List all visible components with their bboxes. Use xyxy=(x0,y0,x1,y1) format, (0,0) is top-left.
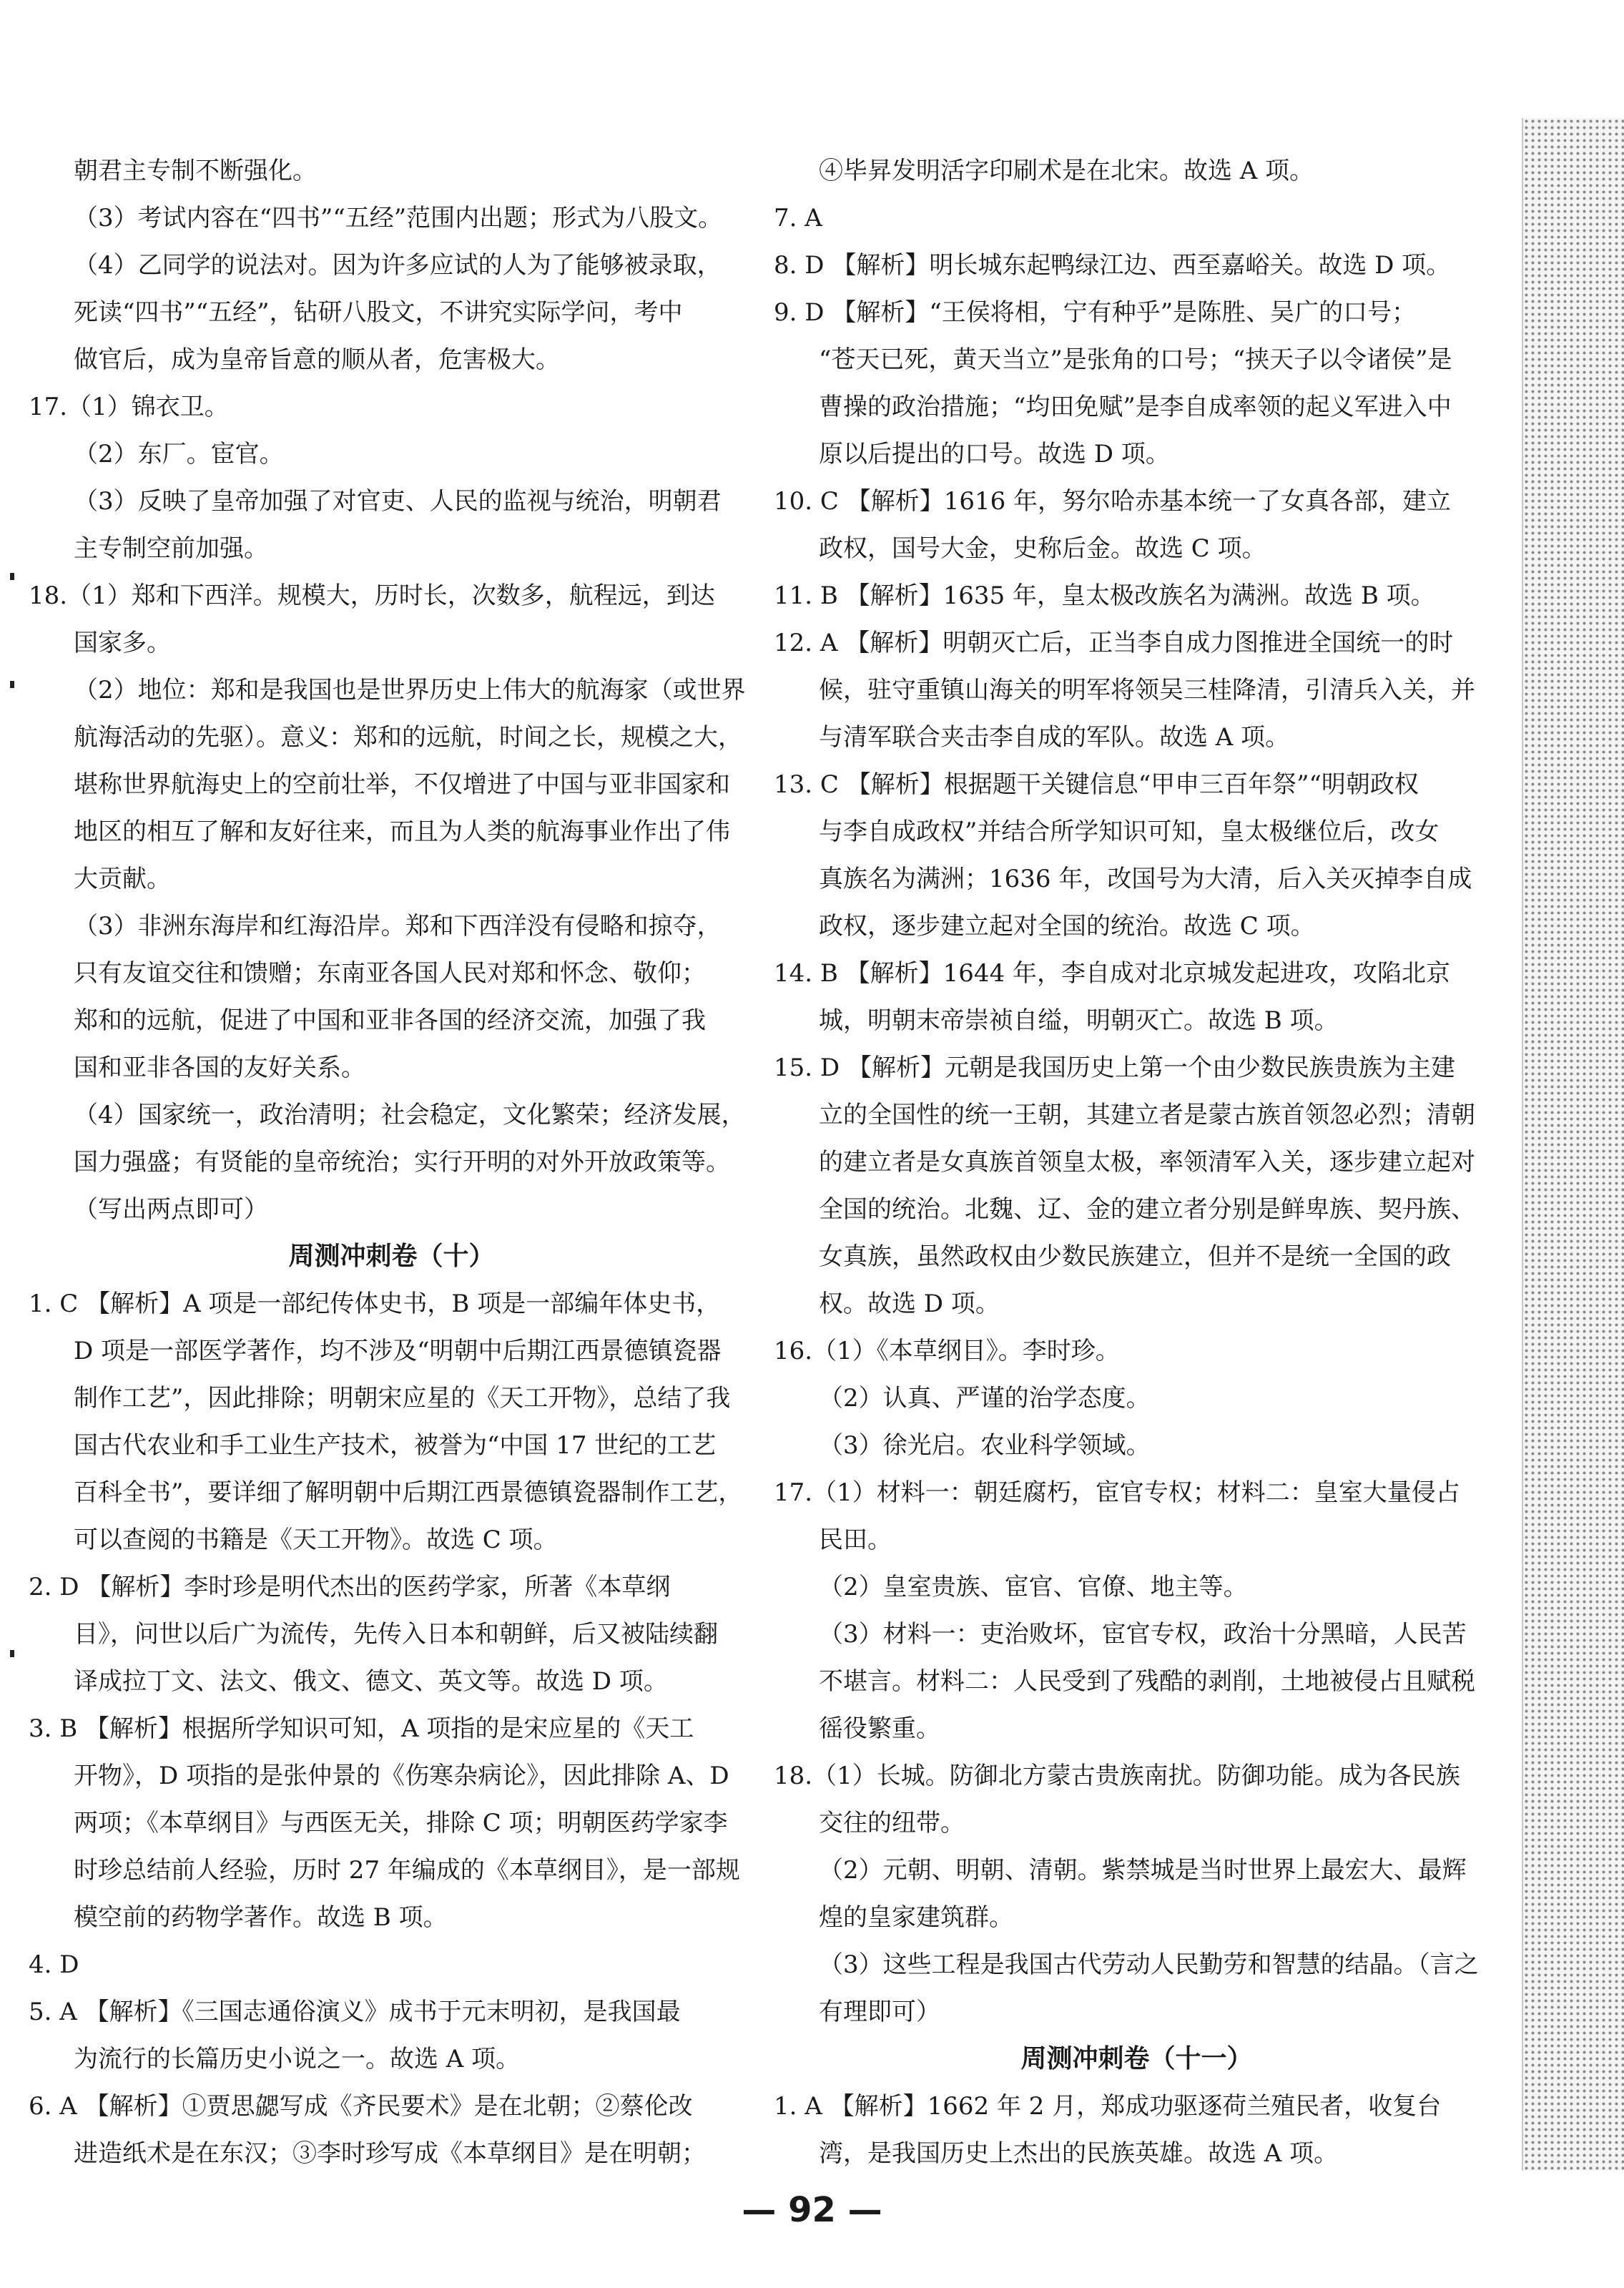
text-line: 18.（1）长城。防御北方蒙古贵族南扰。防御功能。成为各民族 xyxy=(774,1762,1460,1790)
text-line: 5. A 【解析】《三国志通俗演义》成书于元末明初，是我国最 xyxy=(29,1998,681,2026)
text-line: （2）元朝、明朝、清朝。紫禁城是当时世界上最宏大、最辉 xyxy=(819,1856,1467,1885)
text-line: 两项；《本草纲目》与西医无关，排除 C 项；明朝医药学家李 xyxy=(74,1809,728,1837)
text-line: 1. C 【解析】A 项是一部纪传体史书，B 项是一部编年体史书， xyxy=(29,1290,721,1318)
text-line: 17.（1）材料一：朝廷腐朽，宦官专权；材料二：皇室大量侵占 xyxy=(774,1478,1460,1507)
text-line: 徭役繁重。 xyxy=(819,1714,940,1743)
text-line: 做官后，成为皇帝旨意的顺从者，危害极大。 xyxy=(74,345,560,374)
text-line: 制作工艺”，因此排除；明朝宋应星的《天工开物》，总结了我 xyxy=(74,1384,731,1413)
text-line: 13. C 【解析】根据题干关键信息“甲申三百年祭”“明朝政权 xyxy=(774,770,1419,799)
text-line: （3）考试内容在“四书”“五经”范围内出题；形式为八股文。 xyxy=(74,204,723,232)
text-line: 3. B 【解析】根据所学知识可知，A 项指的是宋应星的《天工 xyxy=(29,1714,694,1743)
text-line: 有理即可） xyxy=(819,1998,940,2026)
text-line: （3）非洲东海岸和红海沿岸。郑和下西洋没有侵略和掠夺， xyxy=(74,912,722,941)
text-line: 2. D 【解析】李时珍是明代杰出的医药学家，所著《本草纲 xyxy=(29,1573,671,1601)
text-line: 8. D 【解析】明长城东起鸭绿江边、西至嘉峪关。故选 D 项。 xyxy=(774,251,1451,280)
text-line: 15. D 【解析】元朝是我国历史上第一个由少数民族贵族为主建 xyxy=(774,1054,1455,1082)
text-line: （4）国家统一，政治清明；社会稳定，文化繁荣；经济发展， xyxy=(74,1101,746,1129)
text-line: 百科全书”，要详细了解明朝中后期江西景德镇瓷器制作工艺， xyxy=(74,1478,743,1507)
text-line: 可以查阅的书籍是《天工开物》。故选 C 项。 xyxy=(74,1526,558,1554)
text-line: 12. A 【解析】明朝灭亡后，正当李自成力图推进全国统一的时 xyxy=(774,629,1454,657)
text-line: （2）认真、严谨的治学态度。 xyxy=(819,1384,1151,1413)
text-line: 煌的皇家建筑群。 xyxy=(819,1903,1013,1932)
text-line: 与清军联合夹击李自成的军队。故选 A 项。 xyxy=(819,723,1290,752)
text-line: （写出两点即可） xyxy=(74,1195,268,1224)
text-line: 女真族，虽然政权由少数民族建立，但并不是统一全国的政 xyxy=(819,1242,1451,1271)
text-line: （2）皇室贵族、宦官、官僚、地主等。 xyxy=(819,1573,1248,1601)
text-line: 9. D 【解析】“王侯将相，宁有种乎”是陈胜、吴广的口号； xyxy=(774,298,1417,327)
text-line: （3）徐光启。农业科学领域。 xyxy=(819,1431,1151,1460)
text-line: 目》，问世以后广为流传，先传入日本和朝鲜，后又被陆续翻 xyxy=(74,1620,718,1649)
dotted-margin-stripe xyxy=(1522,118,1624,2171)
text-line: 16.（1）《本草纲目》。李时珍。 xyxy=(774,1337,1120,1365)
text-line: （4）乙同学的说法对。因为许多应试的人为了能够被录取， xyxy=(74,251,722,280)
binding-mark xyxy=(10,1650,14,1657)
text-line: 政权，国号大金，史称后金。故选 C 项。 xyxy=(819,534,1266,563)
text-line: 主专制空前加强。 xyxy=(74,534,268,563)
text-line: （3）材料一：吏治败坏，宦官专权，政治十分黑暗，人民苦 xyxy=(819,1620,1467,1649)
text-line: 模空前的药物学著作。故选 B 项。 xyxy=(74,1903,448,1932)
text-line: 进造纸术是在东汉；③李时珍写成《本草纲目》是在明朝； xyxy=(74,2139,706,2168)
text-line: 航海活动的先驱）。意义：郑和的远航，时间之长，规模之大， xyxy=(74,723,742,752)
text-line: ④毕昇发明活字印刷术是在北宋。故选 A 项。 xyxy=(819,157,1314,185)
text-line: 曹操的政治措施；“均田免赋”是李自成率领的起义军进入中 xyxy=(819,393,1452,421)
text-line: 的建立者是女真族首领皇太极，率领清军入关，逐步建立起对 xyxy=(819,1148,1475,1177)
text-line: 17.（1）锦衣卫。 xyxy=(29,393,229,421)
text-line: 7. A xyxy=(774,204,822,232)
text-line: 国家多。 xyxy=(74,629,171,657)
text-line: 国古代农业和手工业生产技术，被誉为“中国 17 世纪的工艺 xyxy=(74,1431,717,1460)
text-line: 死读“四书”“五经”，钻研八股文，不讲究实际学问，考中 xyxy=(74,298,683,327)
text-line: 郑和的远航，促进了中国和亚非各国的经济交流，加强了我 xyxy=(74,1006,706,1035)
text-line: 地区的相互了解和友好往来，而且为人类的航海事业作出了伟 xyxy=(74,818,730,846)
text-line: 国力强盛；有贤能的皇帝统治；实行开明的对外开放政策等。 xyxy=(74,1148,730,1177)
text-line: 大贡献。 xyxy=(74,865,171,893)
text-line: 政权，逐步建立起对全国的统治。故选 C 项。 xyxy=(819,912,1315,941)
text-line: 译成拉丁文、法文、俄文、德文、英文等。故选 D 项。 xyxy=(74,1667,668,1696)
text-line: 1. A 【解析】1662 年 2 月，郑成功驱逐荷兰殖民者，收复台 xyxy=(774,2092,1442,2121)
page-number: — 92 — xyxy=(742,2190,882,2230)
text-line: 候，驻守重镇山海关的明军将领吴三桂降清，引清兵入关，并 xyxy=(819,676,1475,704)
binding-mark xyxy=(10,573,14,580)
text-line: 与李自成政权”并结合所学知识可知，皇太极继位后，改女 xyxy=(819,818,1440,846)
text-line: （3）反映了皇帝加强了对官吏、人民的监视与统治，明朝君 xyxy=(74,487,722,516)
text-line: 原以后提出的口号。故选 D 项。 xyxy=(819,440,1170,468)
text-line: 立的全国性的统一王朝，其建立者是蒙古族首领忽必烈；清朝 xyxy=(819,1101,1475,1129)
text-line: 城，明朝末帝崇祯自缢，明朝灭亡。故选 B 项。 xyxy=(819,1006,1339,1035)
text-line: 只有友谊交往和馈赠；东南亚各国人民对郑和怀念、敬仰； xyxy=(74,959,706,988)
text-line: 为流行的长篇历史小说之一。故选 A 项。 xyxy=(74,2045,521,2073)
text-line: （3）这些工程是我国古代劳动人民勤劳和智慧的结晶。（言之 xyxy=(819,1950,1479,1979)
text-line: 湾，是我国历史上杰出的民族英雄。故选 A 项。 xyxy=(819,2139,1339,2168)
text-line: 11. B 【解析】1635 年，皇太极改族名为满洲。故选 B 项。 xyxy=(774,581,1435,610)
text-line: （2）地位：郑和是我国也是世界历史上伟大的航海家（或世界 xyxy=(74,676,746,704)
text-line: 6. A 【解析】①贾思勰写成《齐民要术》是在北朝；②蔡伦改 xyxy=(29,2092,693,2121)
text-line: 权。故选 D 项。 xyxy=(819,1290,1000,1318)
text-line: 18.（1）郑和下西洋。规模大，历时长，次数多，航程远，到达 xyxy=(29,581,715,610)
text-line: 国和亚非各国的友好关系。 xyxy=(74,1054,365,1082)
right-column xyxy=(774,147,1500,2177)
section-heading: 周测冲刺卷（十） xyxy=(288,1242,495,1271)
text-line: 时珍总结前人经验，历时 27 年编成的《本草纲目》，是一部规 xyxy=(74,1856,740,1885)
binding-mark xyxy=(10,681,14,688)
text-line: 堪称世界航海史上的空前壮举，不仅增进了中国与亚非国家和 xyxy=(74,770,730,799)
text-line: 开物》，D 项指的是张仲景的《伤寒杂病论》，因此排除 A、D xyxy=(74,1762,729,1790)
text-line: D 项是一部医学著作，均不涉及“明朝中后期江西景德镇瓷器 xyxy=(74,1337,722,1365)
text-line: （2）东厂。宦官。 xyxy=(74,440,284,468)
text-line: “苍天已死，黄天当立”是张角的口号；“挟天子以令诸侯”是 xyxy=(819,345,1452,374)
text-line: 4. D xyxy=(29,1950,79,1979)
left-column xyxy=(29,147,754,2177)
text-line: 全国的统治。北魏、辽、金的建立者分别是鲜卑族、契丹族、 xyxy=(819,1195,1475,1224)
text-line: 不堪言。材料二：人民受到了残酷的剥削，土地被侵占且赋税 xyxy=(819,1667,1475,1696)
text-line: 朝君主专制不断强化。 xyxy=(74,157,317,185)
text-line: 14. B 【解析】1644 年，李自成对北京城发起进攻，攻陷北京 xyxy=(774,959,1451,988)
section-heading: 周测冲刺卷（十一） xyxy=(1020,2044,1253,2073)
text-line: 10. C 【解析】1616 年，努尔哈赤基本统一了女真各部，建立 xyxy=(774,487,1452,516)
text-line: 真族名为满洲；1636 年，改国号为大清，后入关灭掉李自成 xyxy=(819,865,1472,893)
text-line: 民田。 xyxy=(819,1526,892,1554)
text-line: 交往的纽带。 xyxy=(819,1809,965,1837)
